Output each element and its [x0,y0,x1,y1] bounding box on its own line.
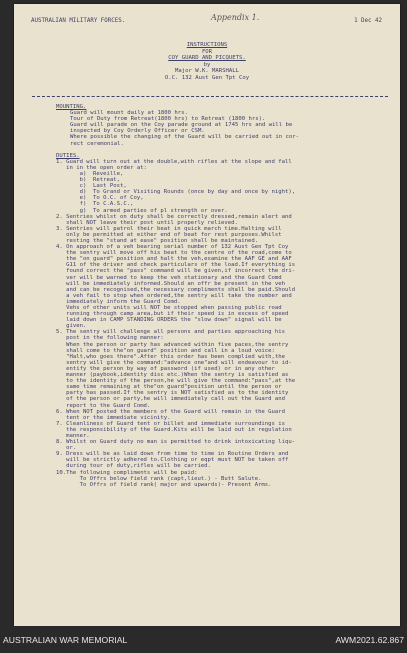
text-line: during tour of duty,rifles will be carried. [56,463,211,470]
text-line: Where possible the changing of the Guard will be carried out in cor- [70,134,300,141]
document-date: 1 Dec 42 [354,18,382,24]
section-heading-duties: DUTIES. [56,152,80,159]
title-line: FOR [201,48,213,55]
text-line: "Halt,who goes there".After this order has been complied with,the [56,353,286,360]
text-line: Tour of Duty from Retreat(1800 hrs) to Retreat (1800 hrs). [70,116,266,123]
text-line: f) To C.A.S.C., [56,201,134,208]
title-line: by [203,61,211,68]
text-line: or. [56,445,77,452]
text-line: rect ceremonial. [70,140,124,147]
text-line: only be permitted at either end of beat for rest purposes.Whilst [56,231,282,238]
text-line: the responsibility of the Guard.Kits will be laid out in regulation [56,426,292,433]
text-line: given. [56,323,87,330]
document-page [14,4,400,626]
text-line: of the person or party,he will immediately call out the Guard and [56,396,286,403]
text-line: will be immediately informed.Should an offr be present in the veh [56,280,286,287]
text-line: g) To armed parties of pl strength or over. [56,207,228,214]
text-line: d) To Grand or Visiting Rounds (once by day and once by night), [56,189,296,196]
text-line: 2. Sentries whilst on duty shall be correctly dressed,remain alert and [56,213,292,220]
text-line: to the identity of the person,he will give the command:"pass",at the [56,378,296,385]
text-line: tent or the immediate vicinity. [56,414,171,421]
text-line: 6. When NOT posted the members of the Guard will remain in the Guard [56,408,286,415]
author-name: Major W.K. MARSHALL [175,68,239,75]
text-line: To Offrs below field rank (capt,lieut.) - Butt Salute. [56,475,262,482]
text-line: sentry will give the command:"advance one"and will endeavour to id- [56,359,292,366]
document-body [56,104,386,488]
title-line: COY GUARD AND PICQUETS. [168,55,246,62]
handwritten-annotation: Appendix 1. [211,13,260,22]
text-line: 7. Cleanliness of Guard tent or billet and immediate surroundings is [56,420,286,427]
text-line: 1. Guard will turn out at the double,with rifles at the slope and fall [56,158,292,165]
text-line: a veh fail to stop when ordered,the sentry will take the number and [56,292,292,299]
text-line: post in the following manner: [56,335,164,342]
text-line: immediately inform the Guard Comd. [56,298,181,305]
text-line: e) To O.C. of Coy, [56,195,144,202]
text-line: ver will be warned to keep the veh stationary and the Guard Comd [56,274,282,281]
archive-name: AUSTRALIAN WAR MEMORIAL [3,635,128,645]
dashed-divider [32,96,388,97]
title-block [14,42,400,82]
text-line: report to the Guard Comd. [56,402,151,409]
text-line: the "on guard" position and halt the veh,examine the AAF GE and AAF [56,256,292,263]
text-line: same time remaining at the"on guard"position until the person or [56,384,282,391]
duties-section [56,159,386,488]
text-line: laid down in CAMP STANDING ORDERS the "slow down" signal will be [56,317,282,324]
text-line: the sentry will move off his beat to the centre of the road,come to [56,250,292,257]
text-line: b) Retreat, [56,177,120,184]
section-heading-mounting: MOUNTING. [56,104,87,110]
text-line: 8. Whilst on Guard duty no man is permitted to drink intoxicating liqu- [56,439,296,446]
text-line: c) Last Post, [56,183,127,190]
author-unit: O.C. 132 Aust Gen Tpt Coy [164,74,250,81]
text-line: a) Reveille, [56,170,124,177]
organisation-label: AUSTRALIAN MILITARY FORCES. [31,18,126,24]
title-line: INSTRUCTIONS [186,42,228,48]
text-line: entify the person by way of password (if used) or in any other [56,365,275,372]
text-line: manner. [56,432,90,439]
archive-footer [0,626,407,653]
text-line: shall come to the"on guard" position and call in a loud voice: [56,347,275,354]
text-line: running through camp area,but if their speed is in excess of speed [56,311,289,318]
text-line: Vehs of other units will NOT be stopped when passing public road [56,305,282,311]
text-line: To Offrs of field rank( major and upwards)- Present Arms. [56,481,272,488]
text-line: G11 of the driver and check particulars of the load.If everything is [56,262,296,269]
text-line: manner (paybook,identity disc etc.)When the sentry is satisfied as [56,372,289,379]
archive-reference: AWM2021.62.867 [335,635,404,645]
text-line: inspected by Coy Orderly Officer or CSM. [70,128,205,135]
mounting-section [56,110,386,147]
text-line: party has passed.If the sentry is NOT satisfied as to the identity [56,390,289,397]
text-line: 9. Dress will be as laid down from time to time in Routine Orders and [56,451,289,458]
text-line: shall NOT leave their post until properly relieved. [56,219,238,226]
text-line: 10.The following compliments will be paid: [56,469,198,476]
text-line: 3. Sentries will patrol their beat in quick march time.Halting will [56,225,282,232]
text-line: and can be recognised,the necessary compliments shall be paid.Should [56,286,296,293]
text-line: will be strictly adhered to.Clothing or eqpt must NOT be taken off [56,457,289,464]
text-line: Guard will parade on the Coy parade ground at 1745 hrs and will be [70,122,293,129]
text-line: Guard will mount daily at 1800 hrs. [70,110,188,117]
text-line: When the person or party has advanced within five paces,the sentry [56,341,289,348]
text-line: 5. The sentry will challenge all persons and parties approaching his [56,329,286,336]
text-line: found correct the "pass" command will be given,if incorrect the dri- [56,268,296,275]
text-line: in in the open order at: [56,164,147,171]
text-line: resting the "stand at ease" position shall be maintained. [56,237,259,244]
text-line: 4. On approach of a veh bearing serial number of 132 Aust Gen Tpt Coy [56,244,289,251]
document-header [31,13,390,28]
